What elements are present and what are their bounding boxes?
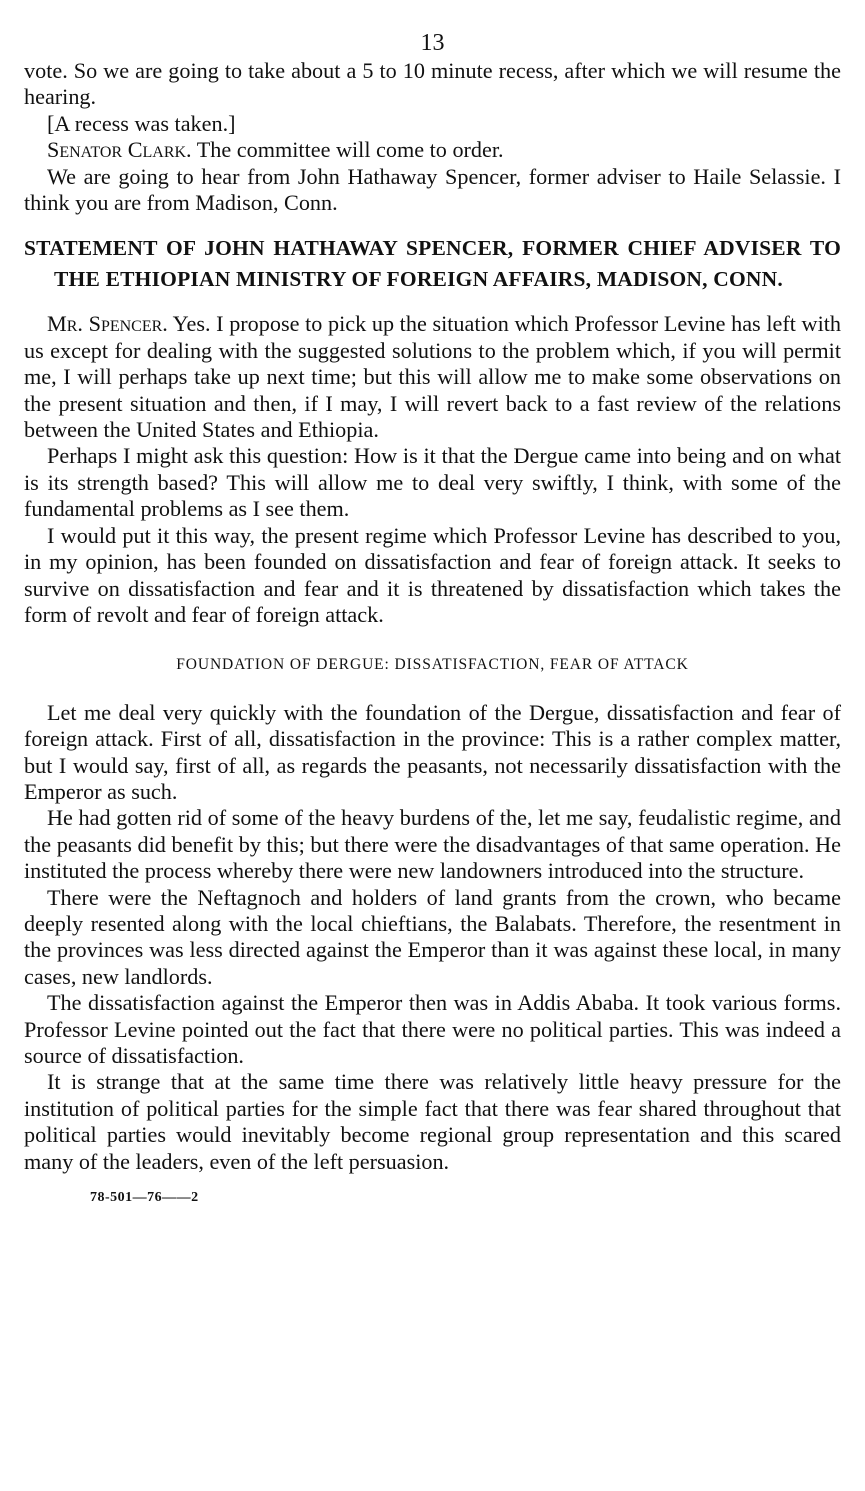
paragraph-spencer-opening	[24, 311, 841, 443]
speaker-clark: Senator Clark.	[47, 137, 192, 163]
paragraph-recess-notice: vote. So we are going to take about a 5 to 10 minute recess, after which we will resume the hearing.	[24, 58, 841, 110]
paragraph-dergue-question: Perhaps I might ask this question: How is it that the Dergue came into being and on what is its strength based? This will allow me to deal very swiftly, I think, with some of the fundamental problems as I see them.	[24, 443, 841, 522]
paragraph-political-parties: It is strange that at the same time there was relatively little heavy pressure for the institution of political parties for the simple fact that there was fear shared throughout that political parties would inevitably become regional group representation and this scared many of the leaders, even of the left persuasion.	[24, 1069, 841, 1174]
speaker-spencer: Mr. Spencer.	[47, 311, 168, 337]
paragraph-clark-order	[24, 137, 841, 163]
paragraph-regime-description: I would put it this way, the present regime which Professor Levine has described to you, in my opinion, has been founded on dissatisfaction and fear of foreign attack. It seeks to survive on dissatisfaction and fear and it is threatened by dissatisfaction which takes the form of revolt and fear of foreign attack.	[24, 522, 841, 627]
statement-heading: STATEMENT OF JOHN HATHAWAY SPENCER, FORMER CHIEF ADVISER TO THE ETHIOPIAN MINISTRY OF FOREIGN AFFAIRS, MADISON, CONN.	[24, 236, 841, 292]
section-heading: FOUNDATION OF DERGUE: DISSATISFACTION, FEAR OF ATTACK	[176, 656, 689, 674]
spencer-remark: Yes. I propose to pick up the situation which Professor Levine has left with us except for dealing with the suggested solutions to the problem which, if you will permit me, I will perhaps take up next time; but this will allow me to make some observations on the present situation and then, if I may, I will revert back to a fast review of the relations between the United States and Ethiopia.	[24, 311, 841, 443]
paragraph-introduce-spencer: We are going to hear from John Hathaway Spencer, former adviser to Haile Selassie. I think you are from Madison, Conn.	[24, 163, 841, 216]
paragraph-neftagnoch: There were the Neftagnoch and holders of land grants from the crown, who became deeply resented along with the local chieftians, the Balabats. Therefore, the resentment in the provinces was less directed against the Emperor than it was against these local, in many cases, new landlords.	[24, 884, 841, 989]
clark-remark: The committee will come to order.	[191, 137, 504, 163]
footer-print-code: 78-501—76——2	[90, 1190, 199, 1206]
page-number: 13	[420, 30, 445, 56]
paragraph-feudal-burdens: He had gotten rid of some of the heavy burdens of the, let me say, feudalistic regime, and the peasants did benefit by this; but there were the disadvantages of that same operation. He instituted the process whereby there were new landowners introduced into the structure.	[24, 805, 841, 884]
paragraph-addis-ababa: The dissatisfaction against the Emperor then was in Addis Ababa. It took various forms. Professor Levine pointed out the fact that there were no political parties. This was indeed a source of dissatisfaction.	[24, 990, 841, 1068]
paragraph-recess-taken: [A recess was taken.]	[47, 110, 236, 136]
paragraph-foundation: Let me deal very quickly with the foundation of the Dergue, dissatisfaction and fear of foreign attack. First of all, dissatisfaction in the province: This is a rather complex matter, but I would say, first of all, as regards the peasants, not necessarily dissatisfaction with the Emperor as such.	[24, 699, 841, 804]
